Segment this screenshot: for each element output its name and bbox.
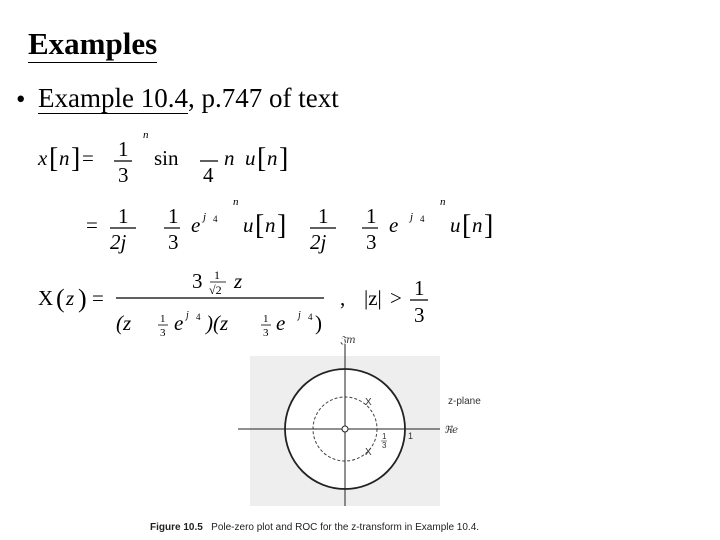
eq1-x: x	[38, 146, 48, 170]
eq3-den-mid: )(z	[206, 311, 229, 335]
eq2-u2: u	[450, 213, 461, 237]
eq3-X: X	[38, 286, 54, 310]
eq3-abs-z: |z|	[364, 286, 382, 310]
eq2-c1-den: 2j	[110, 230, 127, 254]
eq2-c2-den: 2j	[310, 230, 327, 254]
eq3-num-3: 3	[192, 269, 203, 293]
eq3-num-z: z	[234, 269, 243, 293]
eq2-u1-n: n	[265, 213, 276, 237]
eq2-exp-n2: n	[440, 196, 446, 208]
unit-label: 1	[408, 431, 414, 441]
eq1-exp: n	[143, 129, 149, 141]
eq1-u-rbracket: ]	[279, 143, 289, 174]
eq2-r2-den: 3	[366, 230, 377, 254]
eq2-u2-n: n	[472, 213, 483, 237]
eq2-equals: =	[86, 213, 98, 237]
eq3-den-z1: (z	[116, 311, 132, 335]
eq1-n: n	[59, 146, 70, 170]
imag-label: 𝔍m	[340, 335, 356, 346]
eq3-den-one1: 1	[160, 313, 166, 325]
equation-2	[80, 194, 520, 260]
eq3-den-e1: e	[174, 311, 184, 335]
pole-lower: X	[365, 447, 372, 458]
figure-caption-text: Pole-zero plot and ROC for the z-transform in Example 10.4.	[211, 522, 480, 533]
eq2-e1: e	[191, 213, 201, 237]
eq1-equals: =	[82, 146, 94, 170]
eq2-u1-rb: ]	[277, 210, 287, 241]
eq3-rparen: )	[78, 284, 87, 313]
eq3-den-one2: 1	[263, 313, 269, 325]
bullet-rest: , p.747 of text	[187, 83, 339, 113]
eq3-den-three2: 3	[263, 327, 269, 339]
eq3-roc-den: 3	[414, 303, 425, 327]
eq2-e2-four: 4	[420, 214, 425, 224]
eq2-u2-rb: ]	[484, 210, 494, 241]
figure-caption-number: Figure 10.5	[150, 522, 203, 533]
eq2-u2-lb: [	[462, 210, 472, 241]
eq2-u1: u	[243, 213, 254, 237]
example-link[interactable]: Example 10.4	[38, 83, 188, 113]
eq2-r1-den: 3	[168, 230, 179, 254]
slide-title: Examples	[28, 26, 158, 61]
eq3-den-four1: 4	[196, 312, 201, 322]
eq3-comma: ,	[340, 286, 346, 310]
eq2-u1-lb: [	[255, 210, 265, 241]
eq1-sin: sin	[154, 146, 179, 170]
zero-marker	[342, 426, 348, 432]
eq3-den-j1: j	[186, 310, 189, 321]
eq2-c2-num: 1	[318, 204, 329, 228]
eq3-den-close: )	[315, 311, 322, 335]
figure-caption	[150, 522, 479, 533]
eq3-num-root: √2	[209, 283, 222, 297]
eq1-u-n: n	[267, 146, 278, 170]
eq3-den-four2: 4	[308, 312, 313, 322]
eq2-e1-four: 4	[213, 214, 218, 224]
eq1-u-lbracket: [	[257, 143, 267, 174]
eq3-den-e2: e	[276, 311, 286, 335]
eq2-c1-num: 1	[118, 204, 129, 228]
eq3-den-j2: j	[298, 310, 301, 321]
eq3-equals: =	[92, 286, 104, 310]
eq2-e1-j: j	[203, 211, 207, 223]
eq1-u: u	[245, 146, 256, 170]
eq1-rbracket: ]	[71, 143, 81, 174]
eq1-lbracket: [	[49, 143, 59, 174]
eq1-angle-den: 4	[203, 163, 214, 187]
eq2-exp-n1: n	[233, 196, 239, 208]
eq1-frac-den: 3	[118, 163, 129, 187]
eq3-lparen: (	[56, 284, 65, 313]
eq1-angle-n: n	[224, 146, 235, 170]
eq3-gt: >	[390, 286, 402, 310]
eq1-frac-num: 1	[118, 137, 129, 161]
eq2-e2: e	[389, 213, 399, 237]
radius-num: 1	[382, 432, 387, 441]
z-plane-label: z-plane	[448, 396, 481, 407]
equation-1	[30, 126, 310, 190]
eq2-e2-j: j	[410, 211, 414, 223]
bullet-dot: •	[16, 84, 26, 114]
eq3-num-one: 1	[214, 268, 220, 282]
bullet-item	[38, 82, 339, 114]
pole-zero-figure	[230, 330, 510, 520]
real-label: ℜe	[444, 425, 459, 436]
radius-den: 3	[382, 441, 387, 450]
eq2-r1-num: 1	[168, 204, 179, 228]
eq3-den-three1: 3	[160, 327, 166, 339]
eq3-z: z	[66, 286, 75, 310]
eq3-roc-num: 1	[414, 276, 425, 300]
pole-upper: X	[365, 397, 372, 408]
eq2-r2-num: 1	[366, 204, 377, 228]
